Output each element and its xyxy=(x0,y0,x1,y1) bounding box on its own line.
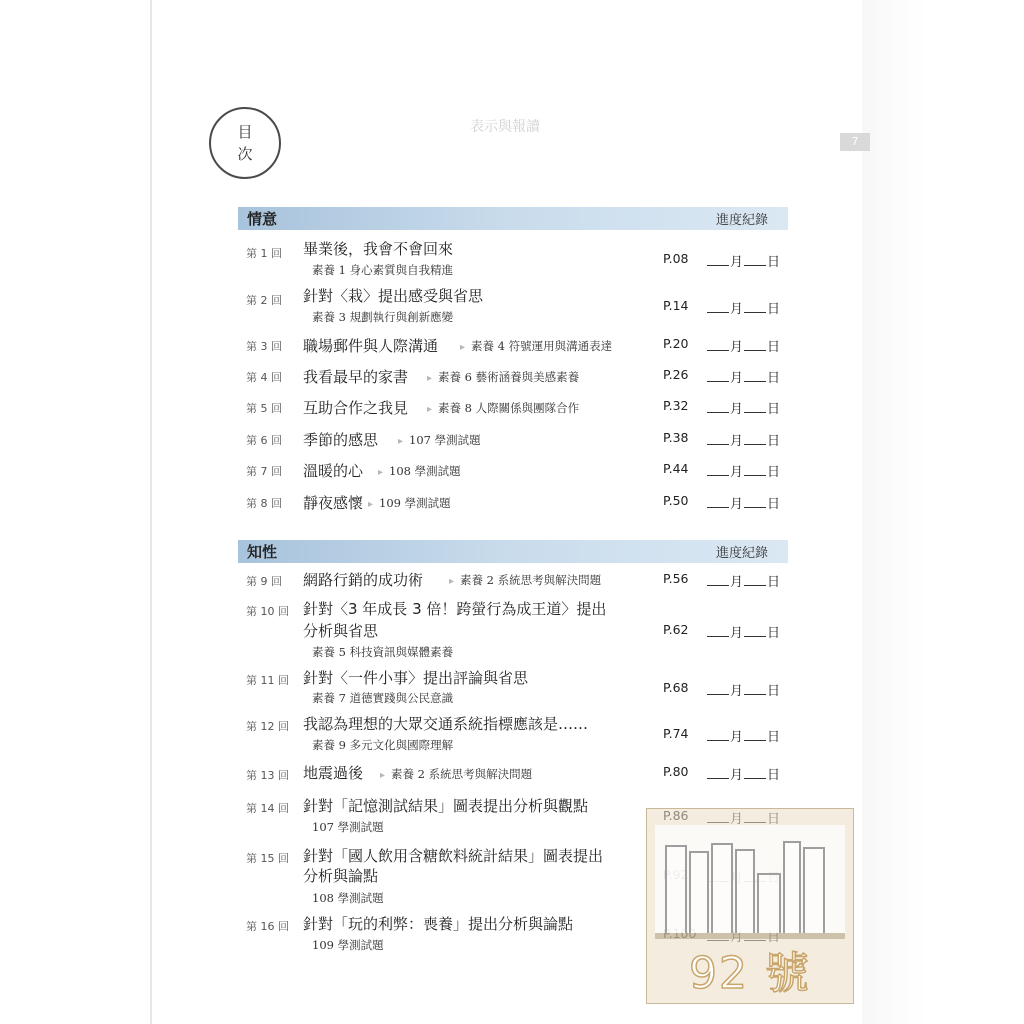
page-tab: 7 xyxy=(840,133,870,151)
page-ref: P.68 xyxy=(663,680,689,695)
date-record: 月 日 xyxy=(706,571,780,590)
lesson-title: 地震過後 xyxy=(303,764,364,782)
lesson-title: 針對〈3 年成長 3 倍！跨螢行為成王道〉提出 xyxy=(303,600,607,618)
book-icon xyxy=(689,851,709,933)
page-ref: P.80 xyxy=(663,764,689,779)
lesson-title: 我看最早的家書 xyxy=(303,368,409,386)
lesson-tag: 素養 9 多元文化與國際理解 xyxy=(312,738,454,752)
lesson-number: 第 3 回 xyxy=(246,340,282,353)
lesson-tag: 素養 7 道德實踐與公民意識 xyxy=(312,691,454,705)
date-record: 月 日 xyxy=(706,298,780,317)
lesson-tag: ▸ 素養 2 系統思考與解決問題 xyxy=(449,572,601,588)
lesson-title: 靜夜感懷 xyxy=(303,494,364,512)
section-title: 情意 xyxy=(247,210,278,228)
lesson-title: 針對「玩的利弊：喪養」提出分析與論點 xyxy=(303,915,574,933)
lesson-title: 互助合作之我見 xyxy=(303,399,409,417)
page-ref: P.62 xyxy=(663,622,689,637)
page-ref: P.08 xyxy=(663,251,689,266)
book-icon xyxy=(803,847,825,933)
lesson-title-cont: 分析與論點 xyxy=(303,867,379,885)
toc-badge xyxy=(209,107,281,179)
section-header-emotion xyxy=(238,207,788,230)
lesson-title: 季節的感思 xyxy=(303,431,379,449)
date-record: 月 日 xyxy=(706,493,780,512)
date-record: 月 日 xyxy=(706,430,780,449)
date-record: 月 日 xyxy=(706,622,780,641)
date-record: 月 日 xyxy=(706,398,780,417)
shop-number-label: 92 號 xyxy=(689,948,811,999)
page-ref: P.20 xyxy=(663,336,689,351)
lesson-tag: ▸ 素養 2 系統思考與解決問題 xyxy=(380,766,532,782)
lesson-tag: ▸ 素養 4 符號運用與溝通表達 xyxy=(460,338,612,354)
lesson-number: 第 9 回 xyxy=(246,575,282,588)
lesson-tag: ▸ 素養 6 藝術涵養與美感素養 xyxy=(427,369,579,385)
lesson-title: 畢業後，我會不會回來 xyxy=(303,240,454,258)
lesson-tag: 109 學測試題 xyxy=(312,938,384,952)
progress-label: 進度紀錄 xyxy=(715,546,768,561)
lesson-tag: ▸ 素養 8 人際關係與團隊合作 xyxy=(427,400,579,416)
shop-watermark xyxy=(646,808,854,1004)
date-record: 月 日 xyxy=(706,764,780,783)
page-ref: P.74 xyxy=(663,726,689,741)
lesson-tag: 107 學測試題 xyxy=(312,820,384,834)
page-ref: P.56 xyxy=(663,571,689,586)
section-header-intellect xyxy=(238,540,788,563)
progress-label: 進度紀錄 xyxy=(715,213,768,228)
book-icon xyxy=(757,873,781,933)
lesson-title: 我認為理想的大眾交通系統指標應該是…… xyxy=(303,715,589,733)
book-icon xyxy=(711,843,733,933)
page-ref: P.50 xyxy=(663,493,689,508)
lesson-title: 針對〈栽〉提出感受與省思 xyxy=(303,287,484,305)
date-record: 月 日 xyxy=(706,251,780,270)
toc-badge-line2: 次 xyxy=(237,145,253,163)
lesson-number: 第 6 回 xyxy=(246,434,282,447)
lesson-tag: 素養 1 身心素質與自我精進 xyxy=(312,263,454,277)
date-record: 月 日 xyxy=(706,461,780,480)
toc-badge-line1: 目 xyxy=(237,123,253,141)
page-ref: P.26 xyxy=(663,367,689,382)
page-ref: P.32 xyxy=(663,398,689,413)
book-icon xyxy=(665,845,687,933)
lesson-number: 第 15 回 xyxy=(246,852,289,865)
page-ref: P.44 xyxy=(663,461,689,476)
lesson-title: 針對「國人飲用含糖飲料統計結果」圖表提出 xyxy=(303,847,604,865)
lesson-tag: ▸ 108 學測試題 xyxy=(378,463,461,479)
section-title: 知性 xyxy=(247,543,278,561)
date-record: 月 日 xyxy=(706,726,780,745)
lesson-number: 第 1 回 xyxy=(246,247,282,260)
lesson-title: 針對「記憶測試結果」圖表提出分析與觀點 xyxy=(303,797,589,815)
lesson-title: 溫暖的心 xyxy=(303,462,364,480)
lesson-title: 針對〈一件小事〉提出評論與省思 xyxy=(303,669,529,687)
page-ref: P.14 xyxy=(663,298,689,313)
lesson-number: 第 16 回 xyxy=(246,920,289,933)
lesson-title: 網路行銷的成功術 xyxy=(303,571,424,589)
page-edge xyxy=(150,0,152,1024)
lesson-number: 第 8 回 xyxy=(246,497,282,510)
date-record: 月 日 xyxy=(706,336,780,355)
lesson-tag: 素養 5 科技資訊與媒體素養 xyxy=(312,645,454,659)
lesson-tag: ▸ 107 學測試題 xyxy=(398,432,481,448)
lesson-number: 第 2 回 xyxy=(246,294,282,307)
lesson-tag: ▸ 109 學測試題 xyxy=(368,495,451,511)
book-icon xyxy=(783,841,801,933)
date-record: 月 日 xyxy=(706,680,780,699)
page-margin xyxy=(862,0,1024,1024)
lesson-title: 職場郵件與人際溝通 xyxy=(303,337,439,355)
book-icon xyxy=(735,849,755,933)
lesson-number: 第 11 回 xyxy=(246,674,289,687)
lesson-number: 第 5 回 xyxy=(246,402,282,415)
lesson-tag: 108 學測試題 xyxy=(312,891,384,905)
lesson-tag: 素養 3 規劃執行與創新應變 xyxy=(312,310,454,324)
bleed-through-header: 表示與報讀 xyxy=(470,119,540,135)
lesson-number: 第 13 回 xyxy=(246,769,289,782)
lesson-number: 第 4 回 xyxy=(246,371,282,384)
lesson-number: 第 7 回 xyxy=(246,465,282,478)
date-record: 月 日 xyxy=(706,367,780,386)
lesson-number: 第 12 回 xyxy=(246,720,289,733)
bookshelf-graphic xyxy=(655,825,845,933)
lesson-number: 第 14 回 xyxy=(246,802,289,815)
lesson-title-cont: 分析與省思 xyxy=(303,622,379,640)
lesson-number: 第 10 回 xyxy=(246,605,289,618)
page-ref: P.38 xyxy=(663,430,689,445)
